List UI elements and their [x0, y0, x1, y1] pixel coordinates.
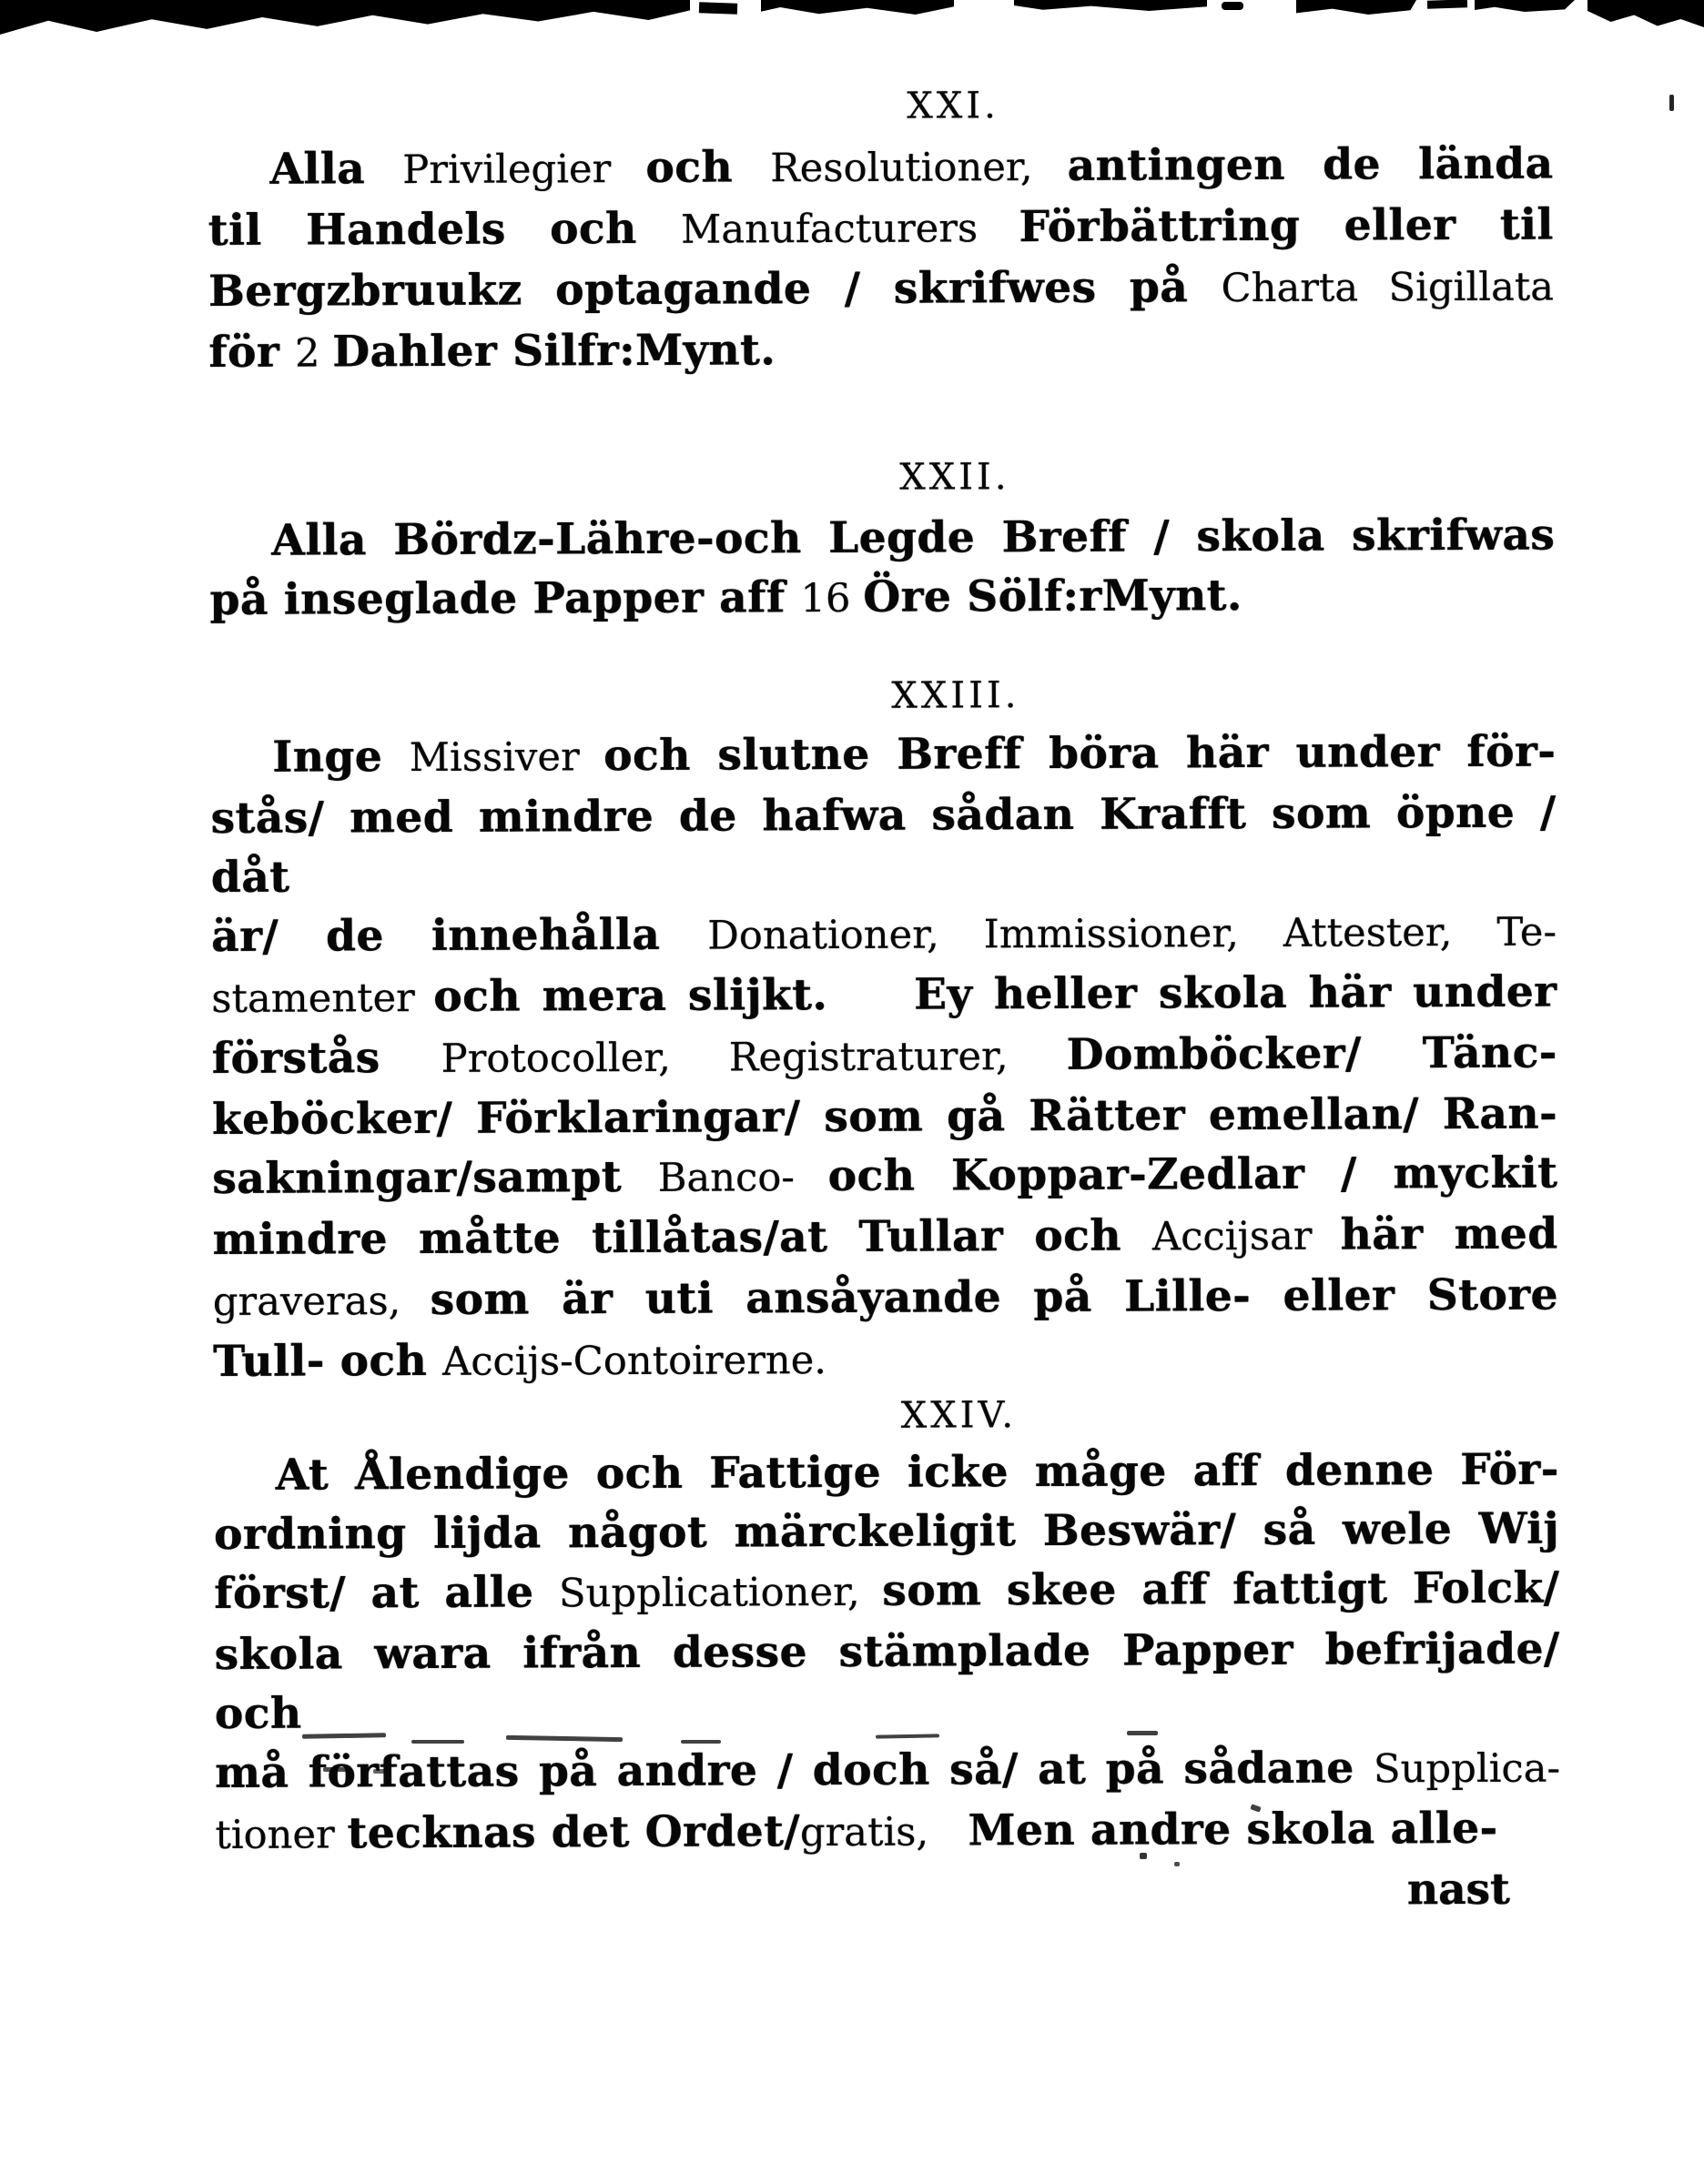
antiqua-text: Banco- — [657, 1155, 828, 1201]
fraktur-text: Alla — [269, 144, 403, 195]
fraktur-text: Förbättring eller til — [1019, 199, 1554, 253]
ink-smear — [1222, 2, 1243, 10]
ink-speck — [1669, 95, 1674, 111]
antiqua-text: 16 — [800, 575, 864, 622]
fraktur-text: på inseglade Papper aff — [209, 572, 801, 625]
fraktur-text: för — [208, 327, 296, 378]
fraktur-text: stås/ med mindre de hafwa sådan Krafft som öpne / dåt — [210, 787, 1557, 903]
fraktur-text: sakningar/sampt — [212, 1151, 658, 1204]
fraktur-text: ordning lijda något märckeligit Beswär/ så wele Wij — [213, 1503, 1560, 1560]
antiqua-text: Missiver — [409, 734, 604, 782]
antiqua-text: Donationer, Immissioner, Attester, Te- — [707, 909, 1557, 959]
fraktur-text: först/ at alle — [214, 1567, 560, 1619]
ink-smear — [1587, 0, 1704, 27]
text-line — [208, 318, 1554, 384]
fraktur-text: Dahler Silfr:Mynt. — [332, 325, 776, 378]
fraktur-text: Bergzbruukz optagande / skrifwes på — [208, 262, 1222, 317]
fraktur-text: Inge — [272, 732, 410, 783]
antiqua-text: gratis, — [799, 1809, 969, 1856]
section-paragraph — [209, 506, 1556, 632]
fraktur-text: mindre måtte tillåtas/at Tullar och — [212, 1210, 1153, 1265]
text-block — [208, 82, 1561, 1925]
text-line — [215, 1738, 1560, 1805]
fraktur-text: och Koppar-Zedlar / myckit — [827, 1148, 1558, 1202]
fraktur-text: Tull- och — [212, 1335, 443, 1387]
ordinance-section — [210, 672, 1558, 1393]
fraktur-text: må författas på andre / doch så/ at på sådane — [214, 1743, 1374, 1798]
text-line — [208, 257, 1554, 323]
text-line — [209, 565, 1555, 632]
fraktur-text: Domböcker/ Tänc- — [1066, 1027, 1557, 1080]
antiqua-text: stamenter — [211, 975, 434, 1022]
ink-smear — [761, 0, 954, 15]
section-paragraph — [214, 1441, 1561, 1866]
text-line — [211, 902, 1557, 968]
fraktur-text: tecknas det Ordet/ — [347, 1806, 801, 1859]
text-line — [211, 963, 1557, 1029]
antiqua-text: Resolutioner, — [770, 144, 1068, 192]
fraktur-text: förstås — [211, 1032, 441, 1084]
text-line — [213, 1266, 1558, 1332]
ink-smear — [1475, 0, 1575, 12]
antiqua-text: tioner — [215, 1812, 348, 1858]
text-line — [212, 1205, 1557, 1271]
antiqua-text: Manufacturers — [680, 206, 1019, 253]
fraktur-text: Alla Bördz-Lähre-och Legde Breff / skola skrifwas — [271, 510, 1556, 566]
ink-smear — [0, 0, 690, 35]
antiqua-text: Supplica- — [1373, 1745, 1561, 1793]
text-line — [214, 1620, 1560, 1744]
ink-smear — [1014, 0, 1207, 11]
antiqua-text: Supplicationer, — [558, 1569, 883, 1617]
ordinance-section — [208, 82, 1554, 384]
fraktur-text: antingen de lända — [1067, 138, 1554, 191]
text-line — [209, 506, 1555, 571]
ink-smear — [1296, 0, 1416, 15]
fraktur-text: skola wara ifrån desse stämplade Papper befrijade/ och — [214, 1623, 1560, 1739]
fraktur-text: til Handels och — [208, 203, 682, 256]
fraktur-text: keböcker/ Förklaringar/ som gå Rätter emellan/ Ran- — [211, 1088, 1558, 1145]
section-number: XXIII. — [891, 674, 1020, 717]
text-line — [208, 135, 1553, 201]
antiqua-text: Privilegier — [402, 146, 646, 194]
text-line — [214, 1441, 1559, 1505]
antiqua-text: 2 — [294, 330, 333, 377]
antiqua-text: Charta Sigillata — [1221, 264, 1555, 312]
fraktur-text: och mera slijkt. Ey heller skola här under — [433, 966, 1557, 1022]
ink-smear — [1427, 0, 1467, 9]
text-line — [210, 723, 1556, 789]
text-line — [214, 1559, 1559, 1625]
catchword: nast — [1406, 1864, 1510, 1916]
fraktur-text: är/ de innehålla — [210, 909, 708, 962]
fraktur-text: som skee aff fattigt Folck/ — [882, 1562, 1560, 1616]
section-number: XXIV. — [900, 1394, 1018, 1437]
text-line — [212, 1085, 1557, 1149]
ordinance-section — [209, 453, 1556, 632]
section-paragraph — [208, 135, 1554, 384]
antiqua-text: Protocoller, Registraturer, — [441, 1033, 1067, 1082]
text-line — [210, 784, 1557, 907]
section-number: XXI. — [907, 85, 999, 127]
text-line — [215, 1799, 1560, 1866]
antiqua-text: graveras, — [212, 1278, 431, 1325]
fraktur-text: som är uti ansåyande på Lille- eller Store — [430, 1269, 1558, 1325]
text-line — [212, 1144, 1557, 1210]
fraktur-text: här med — [1340, 1208, 1558, 1260]
antiqua-text: Accijsar — [1151, 1213, 1341, 1260]
section-number: XXII. — [899, 456, 1010, 499]
text-line — [208, 196, 1554, 262]
fraktur-text: At Ålendige och Fattige icke måge aff denne För- — [275, 1444, 1559, 1501]
fraktur-text: Men andre skola alle- — [968, 1803, 1498, 1856]
fraktur-text: Öre Sölf:rMynt. — [863, 571, 1242, 622]
text-line — [214, 1500, 1559, 1564]
fraktur-text: och — [645, 142, 771, 193]
antiqua-text: Accijs-Contoirerne. — [441, 1338, 827, 1385]
ordinance-section — [213, 1391, 1560, 1866]
ink-smear — [699, 2, 737, 14]
fraktur-text: och slutne Breff böra här under för- — [603, 726, 1557, 782]
text-line — [213, 1327, 1558, 1393]
section-paragraph — [210, 723, 1558, 1393]
text-line — [212, 1024, 1557, 1090]
